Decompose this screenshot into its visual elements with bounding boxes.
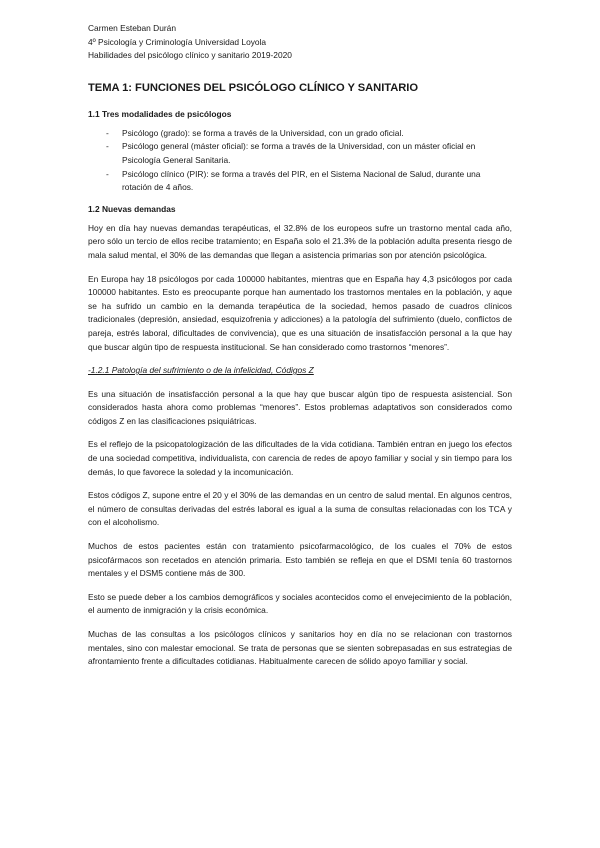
list-item: [88, 168, 512, 195]
psychologist-types-list: [88, 127, 512, 195]
list-item-text: Psicólogo (grado): se forma a través de la Universidad, con un grado oficial.: [122, 127, 404, 138]
list-item-text: Psicólogo general (máster oficial): se forma a través de la Universidad, con un máster oficial en Psicología General Sanitaria.: [122, 141, 476, 165]
paragraph: Muchos de estos pacientes están con tratamiento psicofarmacológico, de los cuales el 70% de estos psicofármacos son recetados en atención primaria. Esto también se refleja en que el DSMI tenía 60 trastornos mentales y el DSM5 contiene más de 300.: [88, 541, 512, 579]
paragraph: Estos códigos Z, supone entre el 20 y el 30% de las demandas en un centro de salud mental. En algunos centros, el número de consultas derivadas del estrés laboral es igual a la suma de consultas relacionadas con los TCA y con el alcoholismo.: [88, 490, 512, 528]
subsection-heading: -1.2.1 Patología del sufrimiento o de la infelicidad, Códigos Z: [88, 365, 314, 376]
paragraph: Muchas de las consultas a los psicólogos clínicos y sanitarios hoy en día no se relacionan con trastornos mentales, sino con malestar emocional. Se trata de personas que se sienten sobrepasadas en sus estrategias de afrontamiento frente a dificultades cotidianas. Habitualmente carecen de sólido apoyo familiar y social.: [88, 629, 512, 667]
paragraph: Es el reflejo de la psicopatologización de las dificultades de la vida cotidiana. También entran en juego los efectos de una sociedad competitiva, individualista, con carencia de redes de apoyo familiar y social y sin tiempo para los demás, lo que favorece la soledad y la incomunicación.: [88, 439, 512, 477]
header-subject: Habilidades del psicólogo clínico y sanitario 2019-2020: [88, 50, 292, 61]
paragraph: Es una situación de insatisfacción personal a la que hay que buscar algún tipo de respuesta asistencial. Son considerados hasta ahora como problemas “menores”. Estos problemas adaptativos son considerados como códigos Z en las clasificaciones psiquiátricas.: [88, 388, 512, 426]
list-item-text: Psicólogo clínico (PIR): se forma a través del PIR, en el Sistema Nacional de Salud, durante una rotación de 4 años.: [122, 168, 481, 193]
paragraph: Esto se puede deber a los cambios demográficos y sociales acontecidos como el envejecimiento de la población, el aumento de inmigración y la crisis económica.: [88, 591, 512, 616]
bullet-dash: -: [106, 141, 109, 152]
bullet-dash: -: [106, 168, 109, 179]
section-2-heading: 1.2 Nuevas demandas: [88, 203, 176, 214]
header-course: 4º Psicología y Criminología Universidad Loyola: [88, 36, 267, 47]
list-item: [88, 127, 512, 141]
section-1-heading: 1.1 Tres modalidades de psicólogos: [88, 108, 232, 119]
paragraph: En Europa hay 18 psicólogos por cada 100000 habitantes, mientras que en España hay 4,3 psicólogos por cada 100000 habitantes. Esto es preocupante porque han aumentado los trastornos mentales en la población, y aque se ha sufrido un cambio en la demanda terapéutica de la sociedad, hemos pasado de cuadros clínicos tradicionales (depresión, ansiedad, esquizofrenia y adicciones) a la patología del sufrimiento (duelo, conflictos de pareja, estrés laboral, dificultades de convivencia), que es una situación de insatisfacción personal a la que hay que buscar algún tipo de respuesta institucional. Se han considerado como trastornos “menores”.: [88, 273, 512, 352]
document-title: TEMA 1: FUNCIONES DEL PSICÓLOGO CLÍNICO Y SANITARIO: [88, 81, 418, 94]
bullet-dash: -: [106, 127, 109, 138]
list-item: [88, 140, 512, 167]
document-header: [88, 22, 512, 63]
paragraph: Hoy en día hay nuevas demandas terapéuticas, el 32.8% de los europeos sufre un trastorno mental cada año, pero sólo un tercio de ellos recibe tratamiento; en España solo el 21.3% de la población adulta presenta riesgo de mala salud mental, el 30% de las demandas que llegan a asistencia primarias son por atención psicológica.: [88, 222, 512, 260]
header-author: Carmen Esteban Durán: [88, 23, 176, 33]
